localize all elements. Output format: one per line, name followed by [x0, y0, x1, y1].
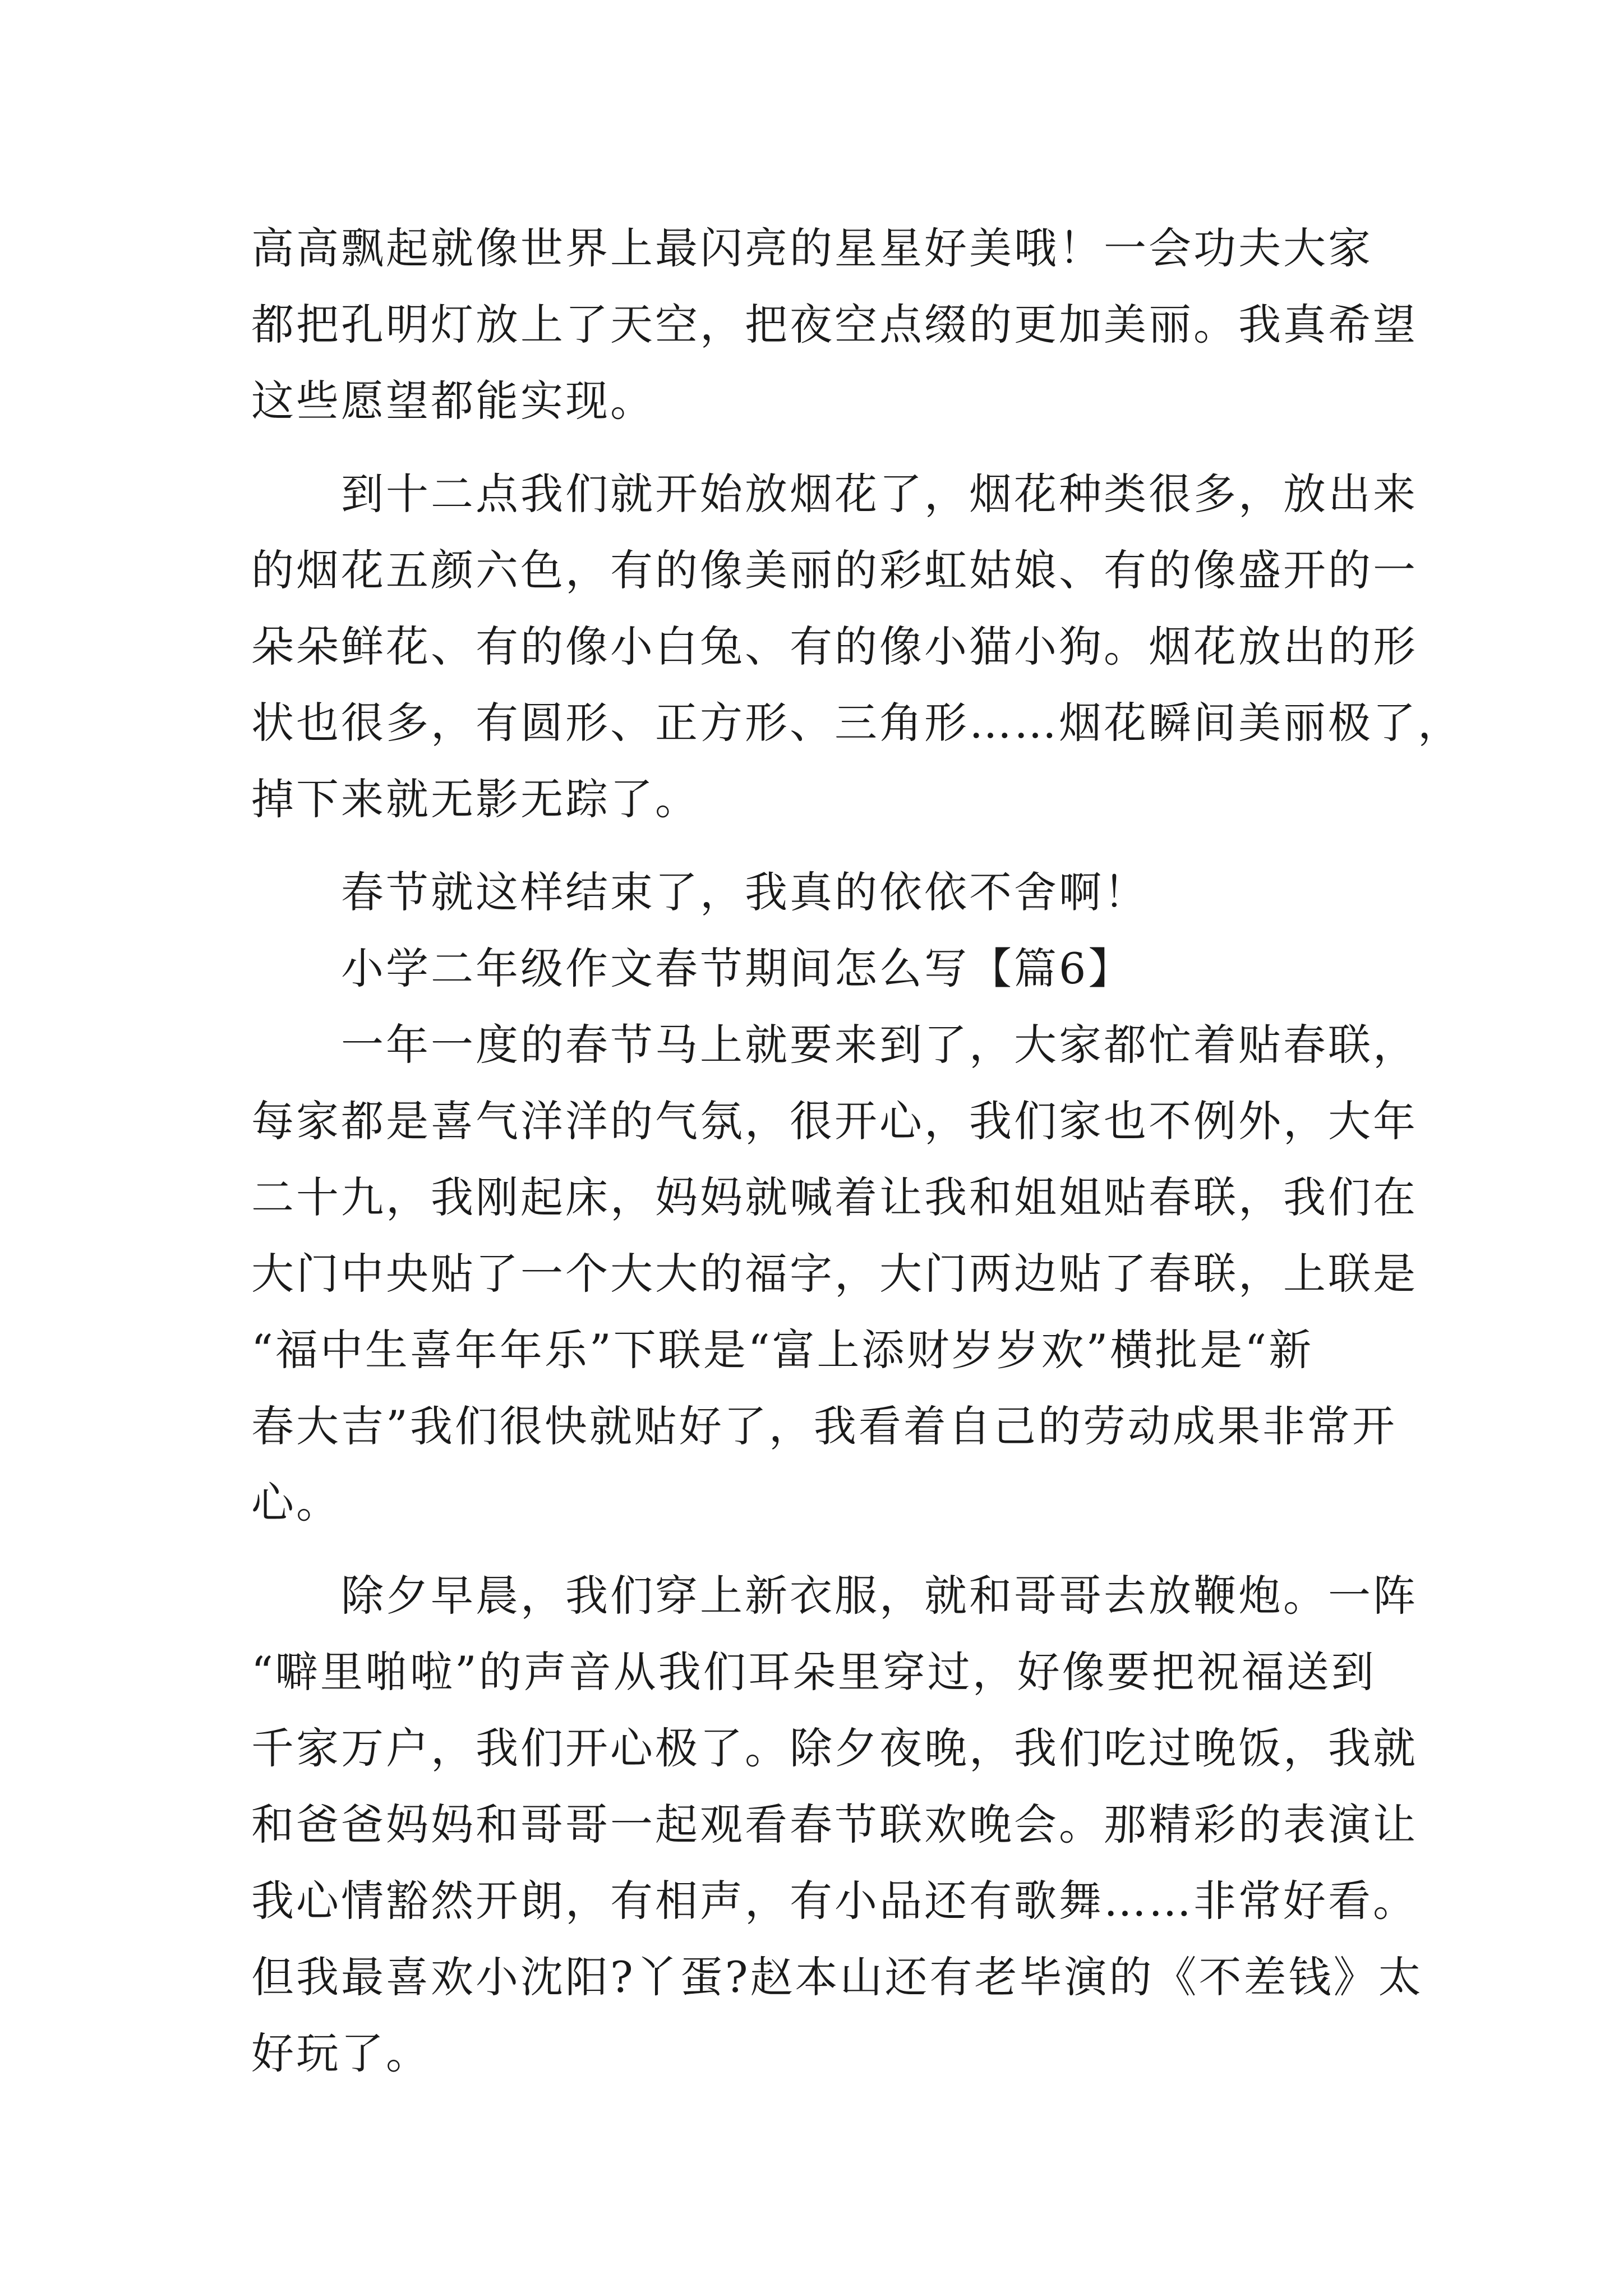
text-line: 和爸爸妈妈和哥哥一起观看春节联欢晚会。那精彩的表演让	[251, 1800, 1418, 1849]
text-line: 我心情豁然开朗，有相声，有小品还有歌舞……非常好看。	[251, 1876, 1418, 1926]
text-line: 大门中央贴了一个大大的福字，大门两边贴了春联，上联是	[251, 1249, 1418, 1299]
text-line: 的烟花五颜六色，有的像美丽的彩虹姑娘、有的像盛开的一	[251, 545, 1418, 595]
paragraph-new-year-eve	[251, 1558, 1423, 2092]
text-line: “噼里啪啦”的声音从我们耳朵里穿过，好像要把祝福送到	[251, 1647, 1376, 1697]
text-line: 状也很多，有圆形、正方形、三角形……烟花瞬间美丽极了，	[251, 698, 1463, 748]
document-body	[251, 210, 1463, 2092]
text-line: 掉下来就无影无踪了。	[251, 774, 700, 824]
text-line: 千家万户，我们开心极了。除夕夜晚，我们吃过晚饭，我就	[251, 1723, 1418, 1773]
text-line: 好玩了。	[251, 2028, 431, 2078]
text-line: 春节就这样结束了，我真的依依不舍啊！	[341, 867, 1149, 917]
text-line: 除夕早晨，我们穿上新衣服，就和哥哥去放鞭炮。一阵	[341, 1571, 1418, 1621]
paragraph-couplets	[251, 1007, 1418, 1541]
text-line: 都把孔明灯放上了天空，把夜空点缀的更加美丽。我真希望	[251, 300, 1418, 349]
text-line: 这些愿望都能实现。	[251, 376, 655, 426]
text-line: 高高飘起就像世界上最闪亮的星星好美哦！一会功夫大家	[251, 223, 1373, 273]
section-heading	[251, 931, 1390, 1007]
paragraph-lanterns	[251, 210, 1418, 439]
text-line: 春大吉”我们很快就贴好了，我看着自己的劳动成果非常开	[251, 1401, 1397, 1451]
paragraph-ending	[251, 854, 1390, 931]
text-line: 每家都是喜气洋洋的气氛，很开心，我们家也不例外，大年	[251, 1096, 1418, 1146]
text-line: 朵朵鲜花、有的像小白兔、有的像小猫小狗。烟花放出的形	[251, 622, 1418, 671]
paragraph-fireworks	[251, 456, 1463, 838]
text-line: 二十九，我刚起床，妈妈就喊着让我和姐姐贴春联，我们在	[251, 1172, 1418, 1222]
text-line: 心。	[251, 1478, 341, 1527]
section-title: 小学二年级作文春节期间怎么写【篇6】	[341, 944, 1133, 993]
text-line: “福中生喜年年乐”下联是“富上添财岁岁欢”横批是“新	[251, 1325, 1314, 1375]
text-line: 但我最喜欢小沈阳?丫蛋?赵本山还有老毕演的《不差钱》太	[251, 1952, 1423, 2002]
text-line: 一年一度的春节马上就要来到了，大家都忙着贴春联，	[341, 1020, 1418, 1070]
text-line: 到十二点我们就开始放烟花了，烟花种类很多，放出来	[341, 469, 1418, 519]
